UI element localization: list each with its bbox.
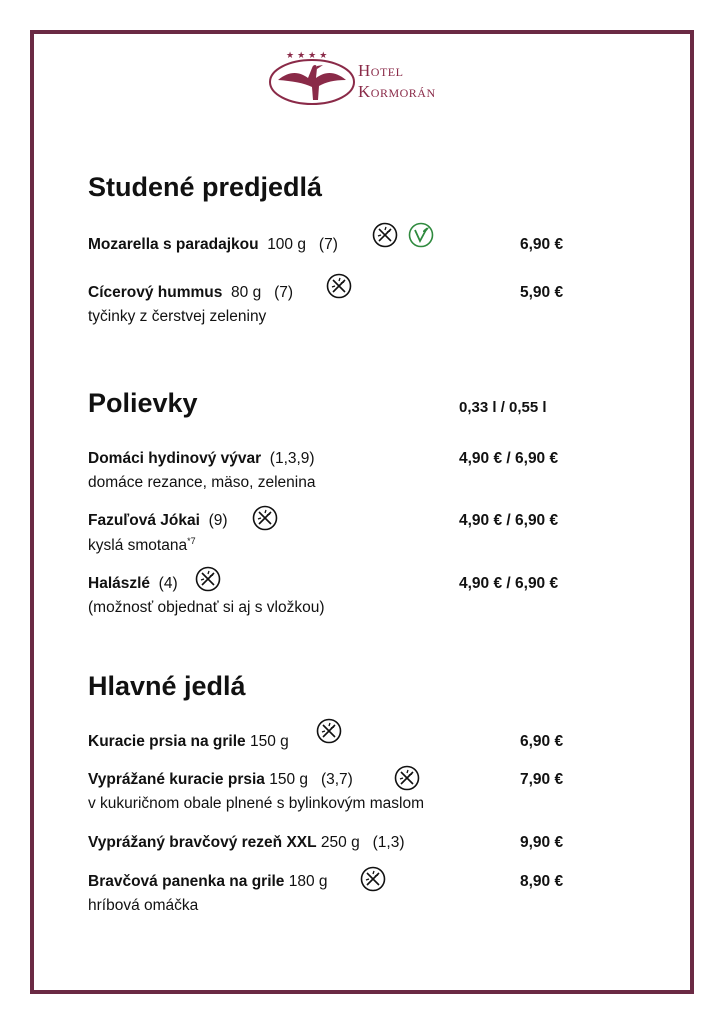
section-title-soups: Polievky [88,388,198,418]
item-price: 6,90 € [520,733,564,750]
menu-item [88,873,328,891]
item-price: 8,90 € [520,873,564,890]
item-description-text: kyslá smotana [88,537,188,555]
menu-item [88,450,315,468]
logo-text [358,60,436,102]
item-allergens: (7) [318,236,338,253]
item-description: tyčinky z čerstvej zeleniny [88,308,267,325]
logo-stars: ★★★★ [286,50,331,60]
menu-item [88,575,178,593]
item-description-note: *7 [187,536,196,546]
item-name: Mozarella s paradajkou [88,236,259,253]
gluten-free-icon [252,505,278,531]
menu-item [88,771,353,789]
item-name: Domáci hydinový vývar [88,450,262,467]
item-name: Vyprážaný bravčový rezeň XXL [88,834,317,851]
gluten-free-icon [360,866,386,892]
section-title-cold-starters: Studené predjedlá [88,172,323,202]
item-weight: 100 g [267,236,306,253]
logo-line-2: Kormorán [358,82,436,101]
gluten-free-icon [326,273,352,299]
item-weight: 250 g [320,834,360,851]
item-price: 4,90 € / 6,90 € [459,575,559,592]
item-name: Bravčová panenka na grile [88,873,285,890]
item-weight: 150 g [269,771,309,788]
item-description: v kukuričnom obale plnené s bylinkovým maslom [88,795,424,812]
item-price: 4,90 € / 6,90 € [459,450,559,467]
item-price: 9,90 € [520,834,564,851]
item-price: 5,90 € [520,284,564,301]
gluten-free-icon [316,718,342,744]
vegetarian-icon [408,222,434,248]
hotel-logo [266,50,476,108]
gluten-free-icon [372,222,398,248]
item-name: Cícerový hummus [88,284,223,301]
item-name: Vyprážané kuracie prsia [88,771,265,788]
item-weight: 180 g [288,873,328,890]
item-description [88,536,196,555]
item-description: (možnosť objednať si aj s vložkou) [88,599,325,616]
gluten-free-icon [195,566,221,592]
logo-line-1: Hotel [358,61,404,80]
item-description: domáce rezance, mäso, zelenina [88,474,316,491]
item-price: 7,90 € [520,771,564,788]
menu-item [88,733,289,751]
item-name: Kuracie prsia na grile [88,733,246,750]
item-weight: 80 g [231,284,262,301]
item-allergens: (3,7) [320,771,353,788]
menu-item [88,284,293,302]
item-allergens: (9) [208,512,228,529]
menu-item [88,834,405,852]
item-name: Halászlé [88,575,151,592]
item-name: Fazuľová Jókai [88,512,200,529]
item-weight: 150 g [249,733,289,750]
section-title-main-courses: Hlavné jedlá [88,671,246,701]
soup-portion-sizes: 0,33 l / 0,55 l [459,399,547,416]
menu-item [88,236,338,254]
gluten-free-icon [394,765,420,791]
item-price: 4,90 € / 6,90 € [459,512,559,529]
item-allergens: (4) [158,575,178,592]
item-allergens: (7) [274,284,294,301]
item-price: 6,90 € [520,236,564,253]
menu-item [88,512,228,530]
item-allergens: (1,3) [372,834,405,851]
item-allergens: (1,3,9) [269,450,315,467]
item-description: hríbová omáčka [88,897,199,914]
